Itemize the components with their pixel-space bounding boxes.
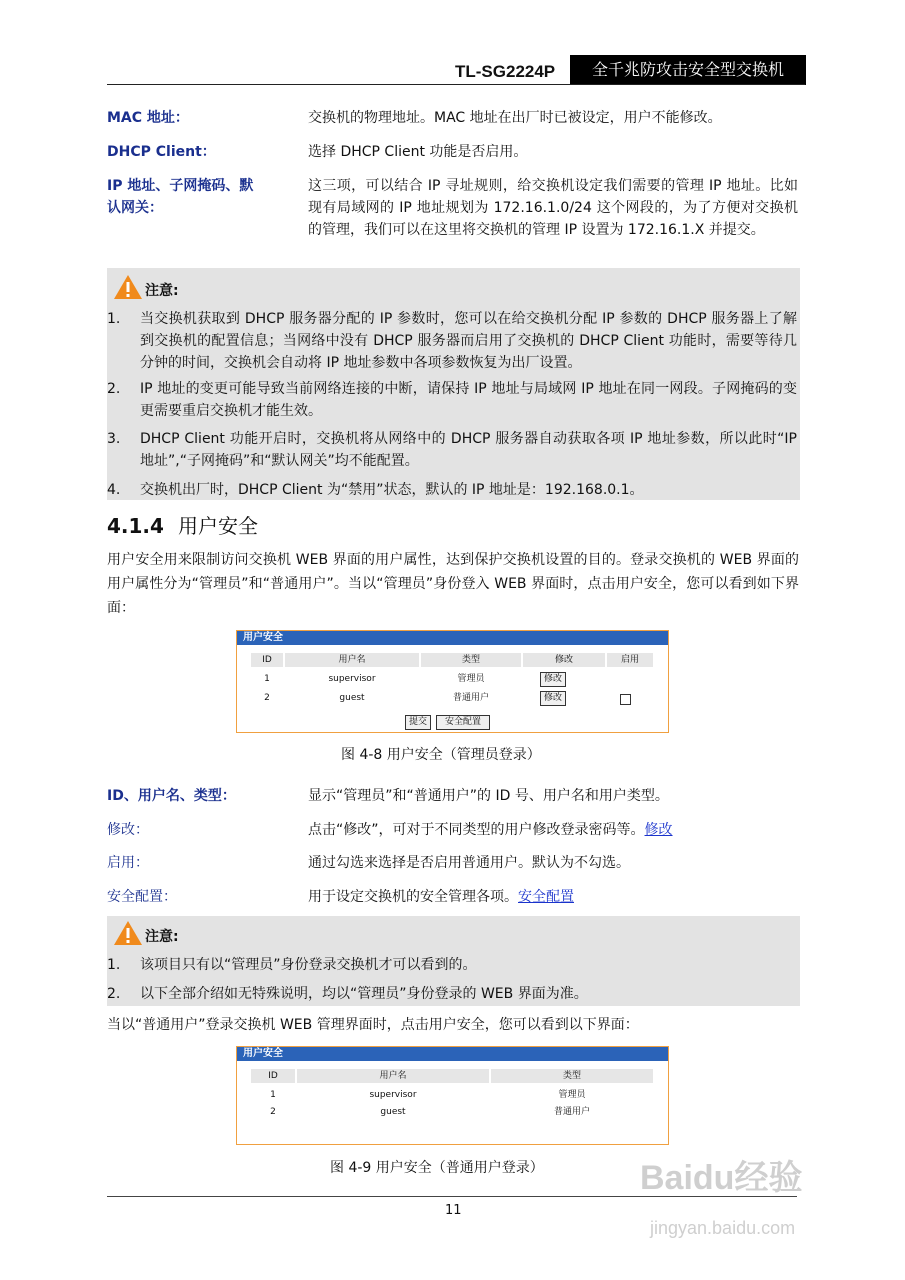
note-box-1 [107,268,800,500]
desc-edit: 点击“修改”，可对于不同类型的用户修改登录密码等。修改 [308,822,673,838]
intro-paragraph: 用户安全用来限制访问交换机 WEB 界面的用户属性，达到保护交换机设置的目的。登录交换机的 WEB 界面的用户属性分为“管理员”和“普通用户”。当以“管理员”身份登入 WEB 界面时，点击用户安全，您可以看到如下界面： [107,552,799,616]
desc-id-name-type: 显示“管理员”和“普通用户”的 ID 号、用户名和用户类型。 [308,788,669,804]
term-security-config: 安全配置： [107,889,177,905]
cell-type: 管理员 [558,1090,586,1100]
edit-link[interactable]: 修改 [644,822,673,838]
desc-enable: 通过勾选来选择是否启用普通用户。默认为不勾选。 [308,855,630,871]
panel-title: 用户安全 [237,631,668,645]
col-header: 用户名 [297,1069,491,1083]
term-enable: 启用： [107,855,149,871]
note1-item: 1. 当交换机获取到 DHCP 服务器分配的 IP 参数时，您可以在给交换机分配 IP 参数的 DHCP 服务器上了解到交换机的配置信息；当网络中没有 DHCP 服务器而启用了交换机的 DHCP Client 功能时，需要等待几分钟的时间，交换机会自动将 IP 地址参数中各项参数恢复为出厂设置。 [107,311,797,371]
desc-security-config: 用于设定交换机的安全管理各项。安全配置 [308,889,574,905]
col-header: 修改 [523,653,607,667]
cell-id: 1 [270,1090,276,1100]
cell-username: guest [380,1107,406,1117]
term-mac: MAC 地址： [107,110,189,126]
term-ip-line2: 认网关： [107,200,163,216]
section-heading [107,510,258,539]
term-id-name-type: ID、用户名、类型： [107,788,236,804]
user-security-panel-admin [236,630,669,733]
note2-item: 1. 该项目只有以“管理员”身份登录交换机才可以看到的。 [107,957,477,973]
desc-ip: 这三项，可以结合 IP 寻址规则，给交换机设定我们需要的管理 IP 地址。比如现有局域网的 IP 地址规划为 172.16.1.0/24 这个网段的，为了方便对交换机的管理，我们可以在这里将交换机的管理 IP 设置为 172.16.1.X 并提交。 [308,178,798,238]
cell-username: guest [339,693,365,703]
col-header: ID [251,1069,297,1083]
note1-item: 3. DHCP Client 功能开启时，交换机将从网络中的 DHCP 服务器自动获取各项 IP 地址参数，所以此时“IP 地址”,“子网掩码”和“默认网关”均不能配置。 [107,431,797,469]
page-number: 11 [445,1203,462,1218]
user-security-panel-user [236,1046,669,1145]
enable-checkbox[interactable] [620,694,631,705]
edit-button[interactable]: 修改 [540,672,566,687]
cell-type: 普通用户 [452,693,489,703]
note-title-2: 注意: [113,920,179,946]
col-header: 启用 [620,655,639,665]
cell-id: 2 [270,1107,276,1117]
note-title-1: 注意: [113,274,179,300]
term-dhcp-client: DHCP Client： [107,144,216,160]
warning-icon [113,274,143,300]
cell-id: 2 [264,693,270,703]
col-header: 用户名 [285,653,421,667]
col-header: ID [251,653,285,667]
note2-item: 2. 以下全部介绍如无特殊说明，均以“管理员”身份登录的 WEB 界面为准。 [107,986,588,1002]
warning-icon [113,920,143,946]
cell-id: 1 [264,674,270,684]
submit-button[interactable]: 提交 [405,715,431,730]
term-edit: 修改： [107,822,149,838]
watermark-url: jingyan.baidu.com [650,1218,796,1238]
header-rule [107,84,805,85]
figure-caption: 图 4-8 用户安全（管理员登录） [341,747,541,763]
note1-item: 4. 交换机出厂时，DHCP Client 为“禁用”状态，默认的 IP 地址是：192.168.0.1。 [107,482,644,498]
paragraph-normal-user: 当以“普通用户”登录交换机 WEB 管理界面时，点击用户安全，您可以看到以下界面： [107,1017,639,1033]
desc-mac: 交换机的物理地址。MAC 地址在出厂时已被设定，用户不能修改。 [308,110,722,126]
cell-type: 普通用户 [553,1107,590,1117]
cell-username: supervisor [369,1090,417,1100]
figure-caption: 图 4-9 用户安全（普通用户登录） [330,1160,544,1176]
panel-title: 用户安全 [237,1047,668,1061]
table-header [251,1069,653,1083]
note1-item: 2. IP 地址的变更可能导致当前网络连接的中断，请保持 IP 地址与局域网 IP 地址在同一网段。子网掩码的变更需要重启交换机才能生效。 [107,381,797,419]
section-title: 用户安全 [177,514,258,538]
watermark-brand: Baidu经验 [640,1159,803,1197]
note-box-2 [107,916,800,1006]
edit-button[interactable]: 修改 [540,691,566,706]
cell-type: 管理员 [457,674,485,684]
security-config-link[interactable]: 安全配置 [518,889,574,905]
header-product: 全千兆防攻击安全型交换机 [570,55,806,85]
security-config-button[interactable]: 安全配置 [436,715,490,730]
desc-dhcp-client: 选择 DHCP Client 功能是否启用。 [308,144,528,160]
table-header [251,653,653,667]
header-model: TL-SG2224P [455,62,556,81]
cell-username: supervisor [328,674,376,684]
col-header: 类型 [421,653,523,667]
col-header: 类型 [562,1071,581,1081]
section-number: 4.1.4 [107,514,164,538]
term-ip-line1: IP 地址、子网掩码、默 [107,178,254,194]
